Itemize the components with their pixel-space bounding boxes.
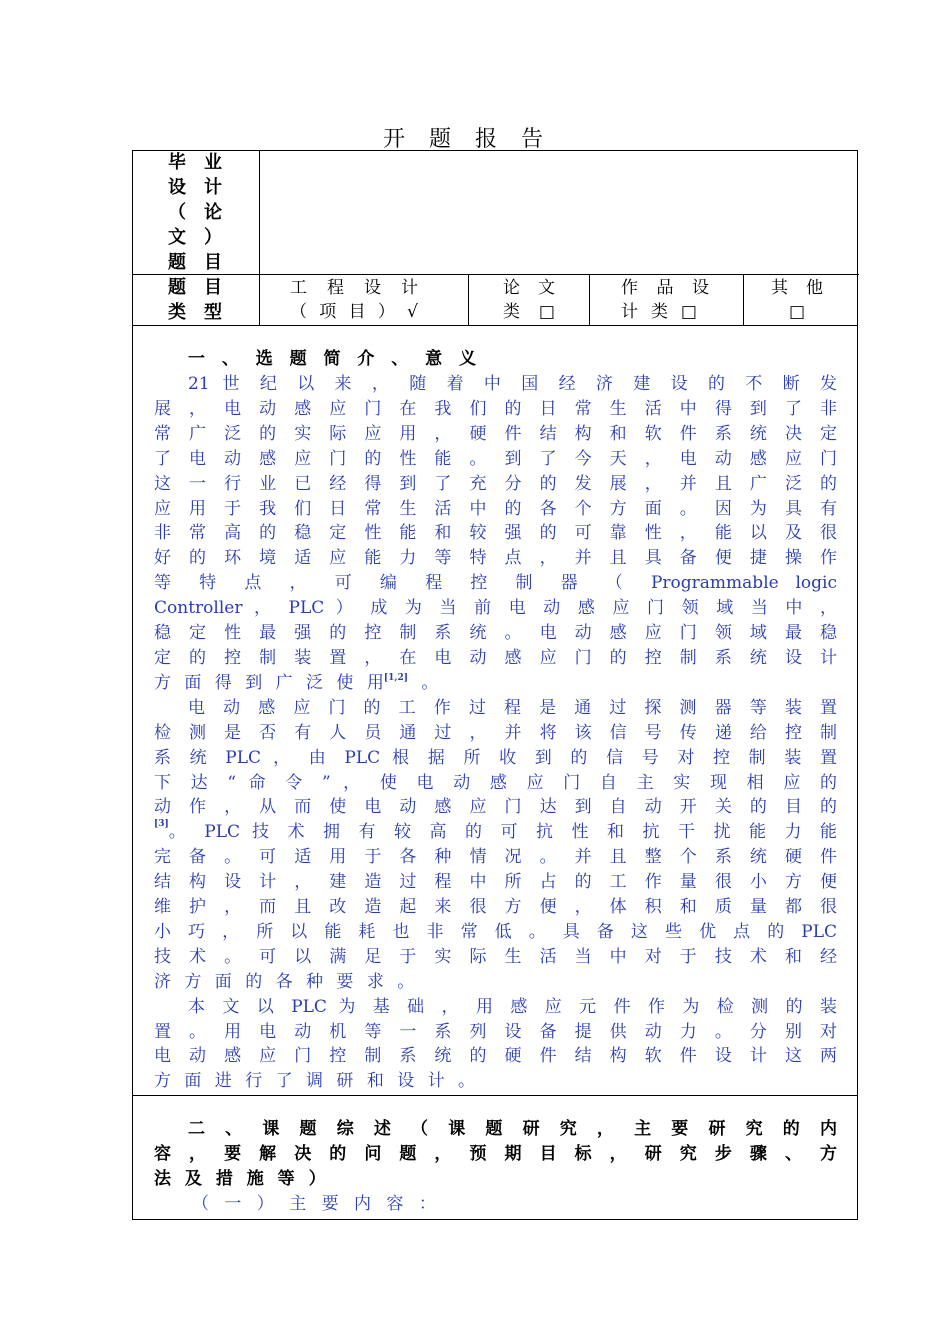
text-line: 等 特 点 ， 可 编 程 控 制 器 （ Programmable logic — [154, 573, 837, 594]
text-line: 完 备 。 可 适 用 于 各 种 情 况 。 并 且 整 个 系 统 硬 件 — [154, 847, 837, 868]
topic-label-line: 文 ） — [168, 227, 222, 248]
text-line: 小 巧 ， 所 以 能 耗 也 非 常 低 。 具 备 这 些 优 点 的 PLC — [154, 921, 838, 942]
text-line: 常 广 泛 的 实 际 应 用 ， 硬 件 结 构 和 软 件 系 统 决 定 — [154, 423, 837, 444]
text-line: 置 。 用 电 动 机 等 一 系 列 设 备 提 供 动 力 。 分 别 对 — [154, 1021, 837, 1042]
option-line: □ — [788, 302, 806, 322]
type-label — [168, 275, 222, 325]
topic-label-line: （ 论 — [168, 202, 222, 223]
section2-heading — [154, 1117, 837, 1192]
heading-line: 容 ， 要 解 决 的 问 题 ， 预 期 目 标 ， 研 究 步 骤 、 方 — [154, 1143, 837, 1164]
text-line: 电 动 感 应 门 的 工 作 过 程 是 通 过 探 测 器 等 装 置 — [188, 697, 837, 718]
type-option-engineering[interactable] — [290, 276, 418, 324]
text-line: 好 的 环 境 适 应 能 力 等 特 点 ， 并 且 具 备 便 捷 操 作 — [154, 548, 837, 569]
text-line: 动 作 ， 从 而 使 电 动 感 应 门 达 到 自 动 开 关 的 目 的 — [154, 797, 837, 818]
section2-subheading: （ 一 ） 主 要 内 容 ： — [192, 1194, 436, 1214]
text-line: 下 达 “ 命 令 ” ， 使 电 动 感 应 门 自 主 实 现 相 应 的 — [154, 772, 837, 793]
text-line: 了 电 动 感 应 门 的 性 能 。 到 了 今 天 ， 电 动 感 应 门 — [154, 448, 837, 469]
section1-heading: 一 、 选 题 简 介 、 意 义 — [188, 349, 476, 369]
text-line: 方 面 进 行 了 调 研 和 设 计 。 — [154, 1071, 476, 1092]
type-option-work[interactable] — [621, 276, 709, 324]
option-line: 其 他 — [771, 278, 823, 298]
text-line: 21 世 纪 以 来 ， 随 着 中 国 经 济 建 设 的 不 断 发 — [188, 374, 837, 394]
type-label-line: 类 型 — [168, 302, 222, 323]
citation[interactable]: [1,2] — [383, 672, 409, 683]
citation[interactable]: [3] — [154, 819, 169, 830]
text-line: Controller ， PLC ） 成 为 当 前 电 动 感 应 门 领 域 当 中 ， — [154, 598, 837, 619]
topic-label-line: 设 计 — [168, 177, 222, 198]
heading-line: 二 、 课 题 综 述 （ 课 题 研 究 ， 主 要 研 究 的 内 — [188, 1119, 837, 1139]
topic-label — [168, 150, 222, 275]
text-line: 本 文 以 PLC 为 基 础 ， 用 感 应 元 件 作 为 检 测 的 装 — [188, 996, 837, 1017]
option-line: 计 类 □ — [621, 302, 697, 322]
text-line: 维 护 ， 而 且 改 造 起 来 很 方 便 ， 体 积 和 质 量 都 很 — [154, 897, 837, 918]
text-line: 技 术 。 可 以 满 足 于 实 际 生 活 当 中 对 于 技 术 和 经 — [154, 946, 837, 967]
type-option-thesis[interactable] — [503, 276, 555, 324]
heading-line: 法 及 措 施 等 ） — [154, 1168, 326, 1189]
text-line: 展 ， 电 动 感 应 门 在 我 们 的 日 常 生 活 中 得 到 了 非 — [154, 398, 837, 419]
text-line: 稳 定 性 最 强 的 控 制 系 统 。 电 动 感 应 门 领 域 最 稳 — [154, 623, 837, 644]
section1-body — [154, 372, 837, 1094]
text-line: 定 的 控 制 装 置 ， 在 电 动 感 应 门 的 控 制 系 统 设 计 — [154, 647, 837, 668]
text-segment: 。 — [421, 672, 439, 693]
text-line: 这 一 行 业 已 经 得 到 了 充 分 的 发 展 ， 并 且 广 泛 的 — [154, 473, 837, 494]
type-label-line: 题 目 — [168, 277, 222, 298]
text-line — [154, 820, 837, 845]
text-line: 检 测 是 否 有 人 员 通 过 ， 并 将 该 信 号 传 递 给 控 制 — [154, 722, 837, 743]
text-line: 电 动 感 应 门 控 制 系 统 的 硬 件 结 构 软 件 设 计 这 两 — [154, 1046, 837, 1067]
text-line: 非 常 高 的 稳 定 性 能 和 较 强 的 可 靠 性 ， 能 以 及 很 — [154, 523, 837, 544]
text-segment: 方 面 得 到 广 泛 使 用 — [154, 672, 384, 693]
option-line: 论 文 — [503, 278, 555, 298]
divider — [132, 274, 859, 275]
text-line — [154, 671, 837, 696]
topic-label-line: 题 目 — [168, 252, 222, 273]
text-line: 应 用 于 我 们 日 常 生 活 中 的 各 个 方 面 。 因 为 具 有 — [154, 498, 837, 519]
text-segment: 。 PLC 技 术 拥 有 较 高 的 可 抗 性 和 抗 干 扰 能 力 能 — [168, 822, 837, 843]
text-line: 济 方 面 的 各 种 要 求 。 — [154, 971, 415, 992]
type-option-other[interactable] — [771, 276, 823, 324]
page-title: 开题报告 — [382, 127, 567, 152]
topic-value[interactable] — [262, 152, 856, 272]
option-line: 作 品 设 — [621, 278, 709, 298]
option-line: （ 项 目 ） √ — [290, 302, 418, 322]
text-line: 结 构 设 计 ， 建 造 过 程 中 所 占 的 工 作 量 很 小 方 便 — [154, 872, 837, 893]
text-line: 系 统 PLC ， 由 PLC 根 据 所 收 到 的 信 号 对 控 制 装 置 — [154, 747, 837, 768]
option-line: 工 程 设 计 — [290, 278, 418, 298]
topic-label-line: 毕 业 — [168, 152, 222, 173]
option-line: 类 □ — [503, 302, 555, 322]
